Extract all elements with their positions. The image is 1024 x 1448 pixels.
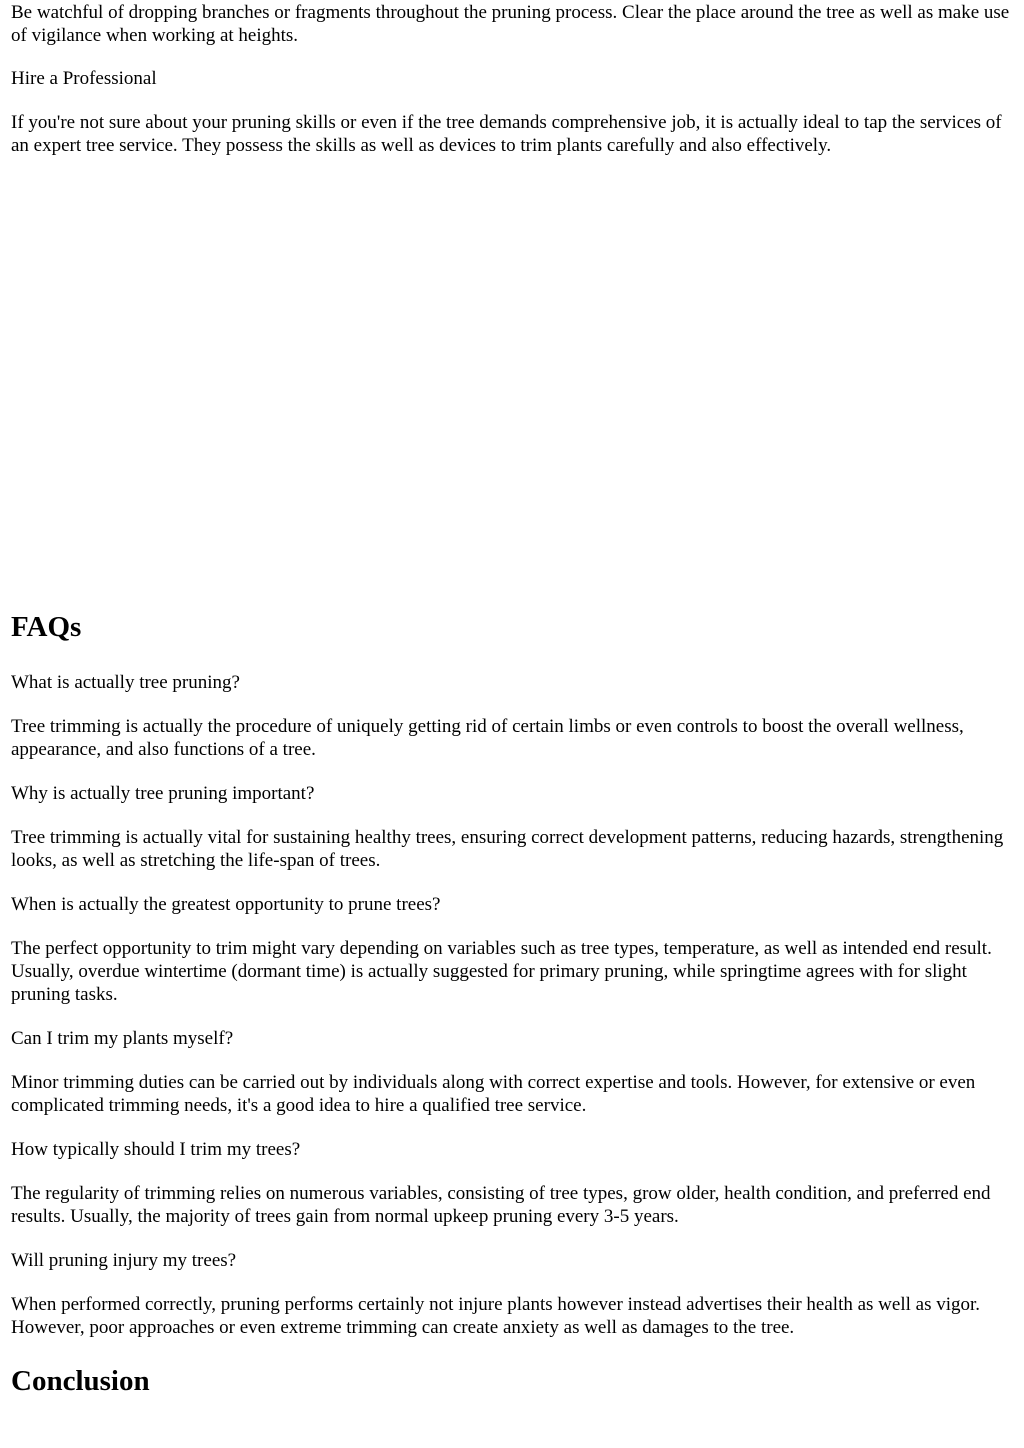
faq-list xyxy=(11,671,1017,1360)
faq-question: Why is actually tree pruning important? xyxy=(11,783,315,804)
faq-answer: When performed correctly, pruning performs certainly not injure plants however instead advertises their health as well as vigor. However, poor approaches or even extreme trimming can create anxiety as well as damages to the tree. xyxy=(11,1294,981,1338)
faq-answer: The perfect opportunity to trim might vary depending on variables such as tree types, temperature, as well as intended end result. Usually, overdue wintertime (dormant time) is actually suggested for primary pruning, while springtime agrees with for slight pruning tasks. xyxy=(11,938,992,1005)
faq-question: What is actually tree pruning? xyxy=(11,672,240,693)
faq-answer: Minor trimming duties can be carried out by individuals along with correct expertise and tools. However, for extensive or even complicated trimming needs, it's a good idea to hire a qualified tree service. xyxy=(11,1072,976,1116)
empty-space xyxy=(11,180,1011,600)
hire-professional-paragraph: If you're not sure about your pruning skills or even if the tree demands comprehensive job, it is actually ideal to tap the services of an expert tree service. They possess the skills as well as devices to trim plants carefully and also effectively. xyxy=(11,112,1002,156)
faq-question: Can I trim my plants myself? xyxy=(11,1028,234,1049)
faq-question: Will pruning injury my trees? xyxy=(11,1250,237,1271)
faqs-heading: FAQs xyxy=(11,611,82,643)
faq-answer: The regularity of trimming relies on numerous variables, consisting of tree types, grow older, health condition, and preferred end results. Usually, the majority of trees gain from normal upkeep pruning every 3-5 years. xyxy=(11,1183,991,1227)
hire-professional-heading: Hire a Professional xyxy=(11,68,157,89)
faq-answer: Tree trimming is actually vital for sustaining healthy trees, ensuring correct development patterns, reducing hazards, strengthening looks, as well as stretching the life-span of trees. xyxy=(11,827,1004,871)
faq-answer: Tree trimming is actually the procedure of uniquely getting rid of certain limbs or even controls to boost the overall wellness, appearance, and also functions of a tree. xyxy=(11,716,964,760)
safety-paragraph: Be watchful of dropping branches or fragments throughout the pruning process. Clear the place around the tree as well as make use of vigilance when working at heights. xyxy=(11,2,1010,46)
faq-question: How typically should I trim my trees? xyxy=(11,1139,301,1160)
conclusion-heading: Conclusion xyxy=(11,1365,150,1397)
faq-question: When is actually the greatest opportunity to prune trees? xyxy=(11,894,441,915)
